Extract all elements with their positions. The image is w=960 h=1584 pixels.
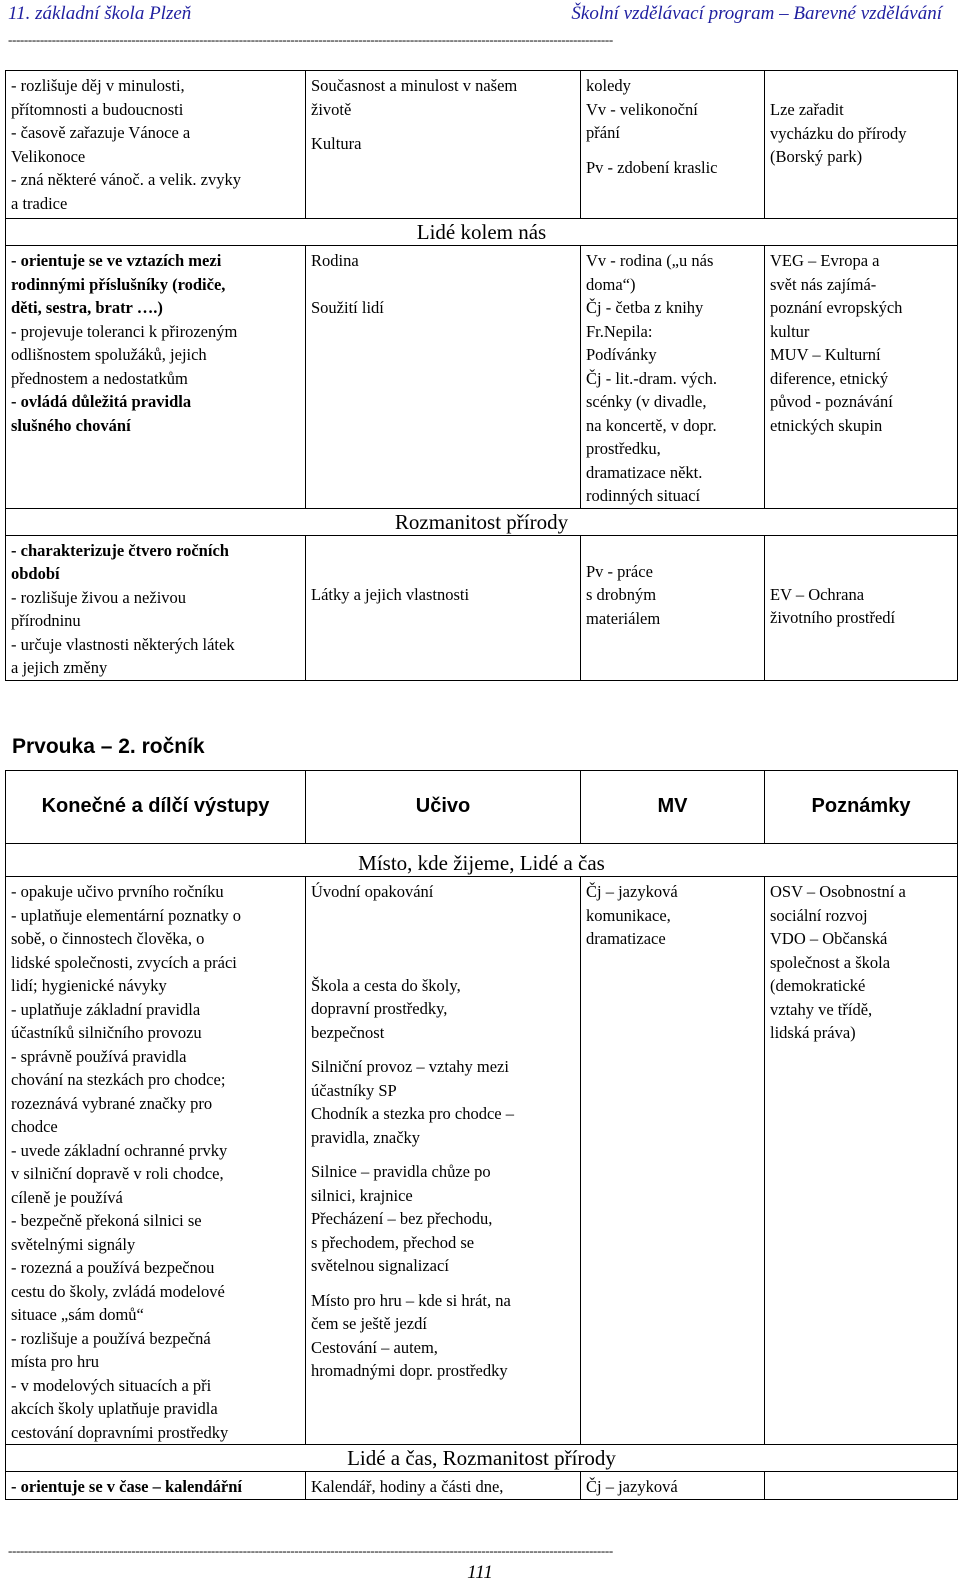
text-line: Podívánky (586, 345, 657, 364)
column-header-outcomes: Konečné a dílčí výstupy (6, 771, 306, 844)
topic-block (311, 1160, 575, 1278)
text-line: rodinných situací (586, 486, 701, 505)
text-line: cíleně je používá (11, 1187, 123, 1207)
text-line: etnických skupin (770, 415, 883, 435)
text-line: cestu do školy, zvládá modelové (11, 1281, 225, 1301)
topic-cell (306, 877, 581, 1445)
text-line: lidská práva) (770, 1023, 856, 1042)
mv-cell (581, 535, 765, 680)
topic-line: Chodník a stezka pro chodce – (311, 1104, 514, 1123)
outcomes-cell (6, 246, 306, 509)
text-line: situace „sám domů“ (11, 1305, 144, 1324)
topic-line: Soužití lidí (311, 297, 384, 317)
text-line: kultur (770, 321, 810, 341)
text-line: poznání evropských (770, 298, 903, 317)
footer-divider: -------------------------------------------------------------------------------------------------------------------------------------------------------- (8, 1543, 613, 1558)
text-line: Čj - lit.-dram. vých. (586, 368, 718, 388)
text-line: komunikace, (586, 905, 671, 925)
curriculum-table-grade2 (5, 770, 958, 1500)
topic-line: Úvodní opakování (311, 882, 434, 901)
text-line: - uplatňuje elementární poznatky o (11, 905, 242, 925)
header-program-name: Školní vzdělávací program – Barevné vzdělávání (571, 3, 942, 24)
text-line: - projevuje toleranci k přirozeným (11, 321, 238, 341)
topic-line: silnici, krajnice (311, 1185, 413, 1205)
text-line: - rozlišuje živou a neživou (11, 587, 187, 607)
text-line: svět nás zajímá- (770, 274, 877, 294)
text-line: v silniční dopravě v roli chodce, (11, 1164, 224, 1183)
text-line: životního prostředí (770, 608, 896, 627)
text-line: přítomnosti a budoucnosti (11, 99, 184, 119)
text-line: - časově zařazuje Vánoce a (11, 123, 191, 142)
text-line: odlišnostem spolužáků, jejich (11, 345, 207, 364)
text-line: - zná některé vánoč. a velik. zvyky (11, 170, 241, 189)
text-line: společnost a škola (770, 952, 891, 972)
text-line: - opakuje učivo prvního ročníku (11, 882, 224, 901)
outcomes-cell (6, 71, 306, 219)
section-heading: Lidé kolem nás (6, 219, 958, 246)
topic-line: Kultura (311, 134, 362, 153)
topic-line: Silnice – pravidla chůze po (311, 1162, 491, 1181)
section-heading: Lidé a čas, Rozmanitost přírody (6, 1445, 958, 1472)
text-line: akcích školy uplatňuje pravidla (11, 1399, 218, 1418)
topic-line: Přecházení – bez přechodu, (311, 1209, 493, 1228)
text-line: přání (586, 123, 620, 142)
text-line: doma“) (586, 274, 636, 294)
subject-title: Prvouka – 2. ročník (12, 735, 205, 758)
topic-line: Silniční provoz – vztahy mezi (311, 1057, 509, 1076)
text-line: scénky (v divadle, (586, 392, 707, 411)
topic-line: s přechodem, přechod se (311, 1232, 475, 1252)
text-line: dramatizace někt. (586, 462, 703, 482)
text-line: (demokratické (770, 976, 866, 995)
notes-cell (765, 71, 958, 219)
text-line: lidí; hygienické návyky (11, 976, 167, 995)
topic-line: Místo pro hru – kde si hrát, na (311, 1290, 511, 1310)
section-heading: Místo, kde žijeme, Lidé a čas (6, 844, 958, 877)
text-line: rozeznává vybrané značky pro (11, 1093, 213, 1113)
outcomes-cell (6, 877, 306, 1445)
text-line: EV – Ochrana (770, 584, 865, 604)
notes-cell (765, 877, 958, 1445)
topic-block (311, 880, 575, 904)
text-line: slušného chování (11, 415, 131, 435)
section-heading: Rozmanitost přírody (6, 508, 958, 535)
text-line: na koncertě, v dopr. (586, 415, 717, 435)
text-line: - určuje vlastnosti některých látek (11, 634, 235, 654)
text-line: vycházku do přírody (770, 123, 907, 143)
topic-line: pravidla, značky (311, 1127, 421, 1147)
text-line: vztahy ve třídě, (770, 999, 873, 1019)
text-line: (Borský park) (770, 147, 863, 166)
topic-line: životě (311, 99, 352, 119)
text-line: VDO – Občanská (770, 929, 888, 948)
topic-line: dopravní prostředky, (311, 999, 448, 1018)
text-line: Fr.Nepila: (586, 321, 653, 341)
text-line: - uvede základní ochranné prvky (11, 1140, 228, 1160)
text-line: Vv - rodina („u nás (586, 251, 714, 270)
text-line: období (11, 564, 60, 583)
text-line: - ovládá důležitá pravidla (11, 392, 192, 411)
text-line: chodce (11, 1117, 58, 1136)
text-line: Vv - velikonoční (586, 99, 698, 119)
outcomes-cell (6, 535, 306, 680)
text-line: - bezpečně překoná silnici se (11, 1211, 202, 1230)
text-line: přednostem a nedostatkům (11, 368, 188, 388)
text-line: a jejich změny (11, 658, 108, 677)
text-line: Pv - práce (586, 561, 653, 581)
topic-block (311, 1289, 575, 1383)
column-header-notes: Poznámky (765, 771, 958, 844)
topic-line: čem se ještě jezdí (311, 1314, 427, 1333)
text-line: původ - poznávání (770, 392, 893, 411)
page-number: 111 (467, 1562, 493, 1583)
text-line: - správně používá pravidla (11, 1046, 187, 1066)
outcomes-cell: - orientuje se v čase – kalendářní (6, 1472, 306, 1500)
text-line: - orientuje se ve vztazích mezi (11, 251, 222, 270)
topic-line: Škola a cesta do školy, (311, 975, 461, 995)
topic-line: Současnost a minulost v našem (311, 76, 518, 95)
notes-cell (765, 535, 958, 680)
text-line: Čj – jazyková (586, 882, 678, 901)
text-line: Velikonoce (11, 146, 86, 166)
text-line: cestování dopravními prostředky (11, 1422, 229, 1442)
mv-cell (581, 71, 765, 219)
topic-line: světelnou signalizací (311, 1256, 449, 1275)
text-line: světelnými signály (11, 1234, 136, 1254)
text-line: s drobným (586, 585, 657, 604)
mv-cell (581, 246, 765, 509)
topic-line: Cestování – autem, (311, 1337, 438, 1357)
text-line: a tradice (11, 193, 68, 213)
text-line: - rozlišuje a používá bezpečná (11, 1328, 211, 1348)
text-line: materiálem (586, 608, 661, 628)
topic-block (311, 974, 575, 1045)
notes-cell (765, 1472, 958, 1500)
topic-line: Rodina (311, 251, 359, 270)
text-line: sobě, o činnostech člověka, o (11, 929, 205, 948)
text-line: děti, sestra, bratr ….) (11, 298, 163, 317)
topic-cell: Kalendář, hodiny a části dne, (306, 1472, 581, 1500)
column-header-topics: Učivo (306, 771, 581, 844)
text-line: koledy (586, 76, 631, 95)
mv-line: Pv - zdobení kraslic (586, 157, 718, 177)
text-line: VEG – Evropa a (770, 251, 880, 270)
topic-cell: Látky a jejich vlastnosti (306, 535, 581, 680)
text-line: dramatizace (586, 929, 666, 948)
text-line: prostředku, (586, 439, 661, 458)
text-line: - rozlišuje děj v minulosti, (11, 76, 185, 95)
curriculum-table-grade1 (5, 70, 958, 681)
topic-cell (306, 246, 581, 509)
text-line: Čj - četba z knihy (586, 298, 704, 317)
topic-block (311, 1055, 575, 1149)
notes-cell (765, 246, 958, 509)
text-line: lidské společnosti, zvycích a práci (11, 952, 237, 972)
header-divider: -------------------------------------------------------------------------------------------------------------------------------------------------------- (8, 32, 613, 47)
text-line: OSV – Osobnostní a (770, 882, 906, 901)
topic-line: hromadnými dopr. prostředky (311, 1361, 508, 1380)
mv-cell (581, 877, 765, 1445)
text-line: - uplatňuje základní pravidla (11, 999, 201, 1019)
text-line: - v modelových situacích a při (11, 1375, 212, 1395)
text-line: rodinnými příslušníky (rodiče, (11, 274, 226, 294)
text-line: přírodninu (11, 611, 81, 630)
text-line: diference, etnický (770, 368, 889, 388)
column-header-mv: MV (581, 771, 765, 844)
text-line: místa pro hru (11, 1352, 99, 1371)
header-school-name: 11. základní škola Plzeň (8, 3, 192, 24)
topic-cell (306, 71, 581, 219)
topic-line: účastníky SP (311, 1080, 397, 1100)
mv-cell: Čj – jazyková (581, 1472, 765, 1500)
text-line: chování na stezkách pro chodce; (11, 1070, 226, 1089)
text-line: Lze zařadit (770, 100, 844, 119)
text-line: účastníků silničního provozu (11, 1023, 202, 1042)
text-line: sociální rozvoj (770, 905, 868, 925)
text-line: - rozezná a používá bezpečnou (11, 1258, 215, 1277)
text-line: - charakterizuje čtvero ročních (11, 540, 229, 560)
topic-line: bezpečnost (311, 1022, 385, 1042)
text-line: MUV – Kulturní (770, 345, 881, 364)
